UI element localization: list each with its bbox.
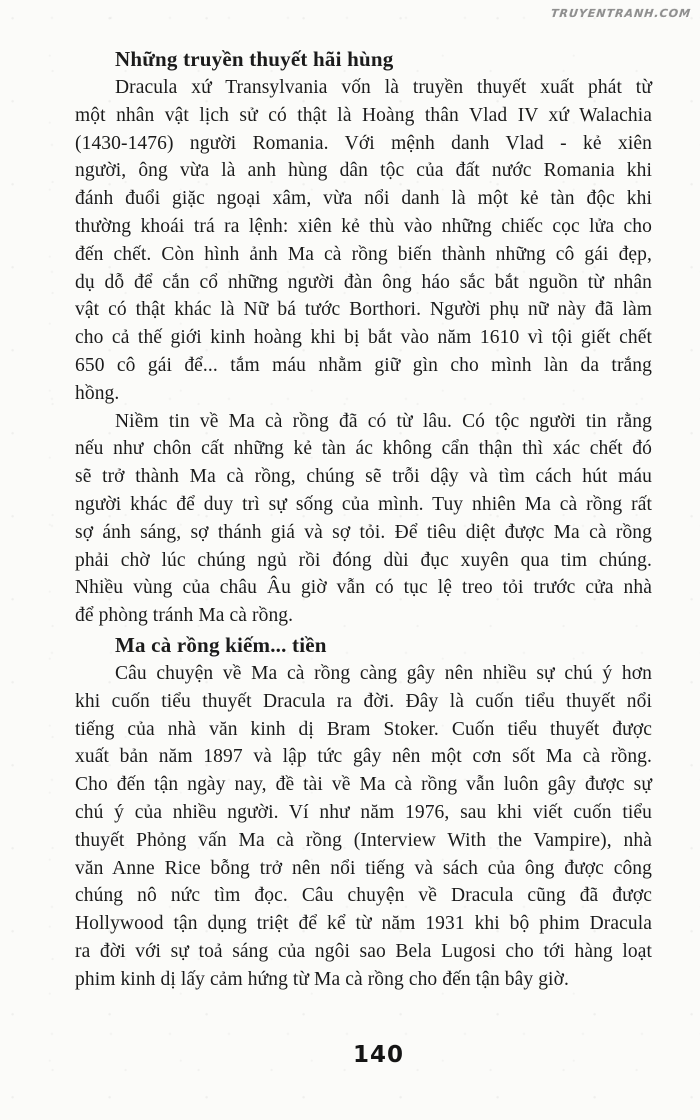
page-number: 140 — [353, 1042, 405, 1068]
paragraph-line: một nhân vật lịch sử có thật là Hoàng thân Vlad IV xứ Walachia — [75, 104, 652, 126]
section-heading: Những truyền thuyết hãi hùng — [115, 47, 394, 71]
paragraph-line: Hollywood tận dụng triệt để kể từ năm 1931 khi bộ phim Dracula — [75, 913, 652, 935]
paragraph-line: phải chờ lúc chúng ngủ rồi đóng dùi đục xuyên qua tim chúng. — [75, 549, 652, 571]
paragraph-line: (1430-1476) người Romania. Với mệnh danh Vlad - kẻ xiên — [75, 132, 652, 154]
paragraph-line: nếu như chôn cất những kẻ tàn ác không cẩn thận thì xác chết đó — [75, 438, 652, 460]
paragraph — [75, 74, 652, 408]
paragraph-line: khi cuốn tiểu thuyết Dracula ra đời. Đây là cuốn tiểu thuyết nổi — [75, 690, 652, 712]
paragraph-line: sợ ánh sáng, sợ thánh giá và sợ tỏi. Để tiêu diệt được Ma cà rồng — [75, 521, 652, 543]
paragraph-line: tiếng của nhà văn kinh dị Bram Stoker. Cuốn tiểu thuyết được — [75, 718, 652, 740]
paragraph-line: Cho đến tận ngày nay, đề tài về Ma cà rồng vẫn luôn gây được sự — [75, 774, 652, 796]
paragraph — [75, 408, 652, 630]
paragraph-line: Niềm tin về Ma cà rồng đã có từ lâu. Có tộc người tin rằng — [115, 410, 652, 432]
paragraph-line: dụ dỗ để cắn cổ những người đàn ông háo sắc bắt nguồn từ nhân — [75, 271, 652, 293]
paragraph-line: để phòng tránh Ma cà rồng. — [75, 605, 294, 627]
paragraph-line: phim kinh dị lấy cảm hứng từ Ma cà rồng cho đến tận bây giờ. — [75, 968, 569, 990]
paragraph-line: hồng. — [75, 382, 120, 404]
paragraph-line: cho cả thế giới kinh hoàng khi bị bắt vào năm 1610 vì tội giết chết — [75, 327, 652, 349]
paragraph-line: xuất bản năm 1897 và lập tức gây nên một cơn sốt Ma cà rồng. — [75, 746, 652, 768]
paragraph-line: văn Anne Rice bỗng trở nên nổi tiếng và sách của ông được công — [75, 857, 652, 879]
text-column — [75, 44, 652, 994]
paragraph-line: người, ông vừa là anh hùng dân tộc của đất nước Romania khi — [75, 160, 652, 182]
paragraph-line: Nhiều vùng của châu Âu giờ vẫn có tục lệ treo tỏi trước cửa nhà — [75, 577, 652, 599]
paragraph-line: Câu chuyện về Ma cà rồng càng gây nên nhiều sự chú ý hơn — [115, 662, 652, 684]
section-heading: Ma cà rồng kiếm... tiền — [115, 632, 327, 657]
paragraph-line: 650 cô gái để... tắm máu nhằm giữ gìn cho mình làn da trắng — [75, 354, 652, 376]
paragraph-line: vật có thật khác là Nữ bá tước Borthori. Người phụ nữ này đã làm — [75, 299, 652, 321]
paragraph-line: sẽ trở thành Ma cà rồng, chúng sẽ trỗi dậy và tìm cách hút máu — [75, 466, 652, 488]
paragraph-line: chú ý của nhiều người. Ví như năm 1976, sau khi viết cuốn tiểu — [75, 801, 652, 823]
paragraph-line: thuyết Phỏng vấn Ma cà rồng (Interview With the Vampire), nhà — [75, 829, 652, 851]
paragraph-line: thường khoái trá ra lệnh: xiên kẻ thù vào những chiếc cọc lửa cho — [75, 215, 652, 237]
paragraph-line: đến chết. Còn hình ảnh Ma cà rồng biến thành những cô gái đẹp, — [75, 243, 652, 265]
site-watermark: TRUYENTRANH.COM — [550, 7, 692, 20]
paragraph-line: người khác để duy trì sự sống của mình. Tuy nhiên Ma cà rồng rất — [75, 493, 652, 515]
paragraph-line: Dracula xứ Transylvania vốn là truyền thuyết xuất phát từ — [115, 77, 652, 98]
paragraph — [75, 660, 652, 994]
paragraph-line: đánh đuổi giặc ngoại xâm, vừa nổi danh là một kẻ tàn độc khi — [75, 188, 652, 210]
paragraph-line: ra đời với sự toả sáng của ngôi sao Bela Lugosi cho tới hàng loạt — [75, 940, 652, 962]
paragraph-line: chúng nô nức tìm đọc. Câu chuyện về Dracula cũng đã được — [75, 885, 652, 907]
